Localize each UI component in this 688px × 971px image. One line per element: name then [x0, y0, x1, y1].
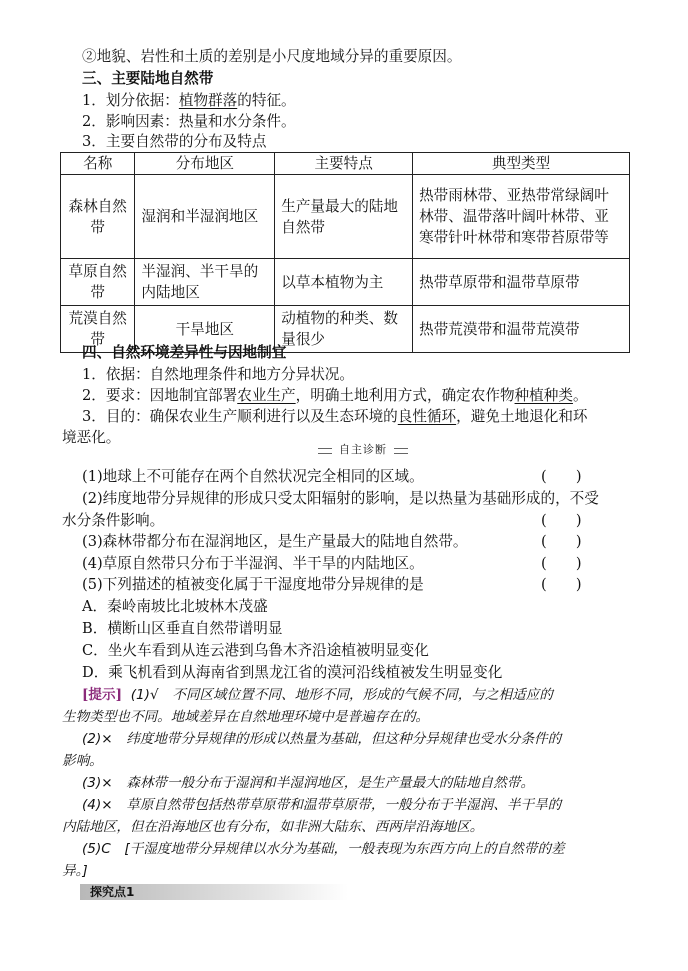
tip-3: (3)× 森林带一般分布于湿润和半湿润地区，是生产量最大的陆地自然带。: [82, 775, 535, 791]
tip-4-line-1: (4)× 草原自然带包括热带草原带和温带草原带，一般分布于半湿润、半干旱的: [82, 797, 562, 813]
table-row: [61, 259, 630, 306]
option-d: D．乘飞机看到从海南省到黑龙江省的漠河沿线植被发生明显变化: [82, 664, 503, 681]
item-3-underline: 良性循环: [397, 408, 457, 425]
section-4-item-3-cont: 境恶化。: [62, 429, 121, 446]
question-1: (1)地球上不可能存在两个自然状况完全相同的区域。: [82, 468, 424, 485]
tip-label: [提示]: [82, 687, 123, 703]
section-4-item-1: 1．依据：自然地理条件和地方分异状况。: [82, 366, 354, 383]
section-3-item-2: 2．影响因素：热量和水分条件。: [82, 113, 296, 130]
answer-paren: ( ): [541, 576, 582, 593]
cell-name: 荒漠自然带: [61, 306, 135, 353]
tip-4-line-2: 内陆地区，但在沿海地区也有分布，如非洲大陆东、西两岸沿海地区。: [62, 819, 484, 835]
question-3: (3)森林带都分布在湿润地区，是生产量最大的陆地自然带。: [82, 533, 468, 550]
table-header-feature: 主要特点: [275, 153, 413, 175]
intro-line-1: ②地貌、岩性和土质的差别是小尺度地域分异的重要原因。: [82, 48, 462, 65]
banner-label: 自主诊断: [332, 443, 394, 457]
question-5: (5)下列描述的植被变化属于干湿度地带分异规律的是: [82, 576, 424, 593]
item-2-suffix: 。: [572, 387, 588, 404]
tip-5-line-1: (5)C [干湿度地带分异规律以水分为基础，一般表现为东西方向上的自然带的差: [82, 841, 565, 857]
cell-types: 热带雨林带、亚热带常绿阔叶林带、温带落叶阔叶林带、亚寒带针叶林带和寒带苔原带等: [413, 175, 630, 259]
cell-feature: 生产量最大的陆地自然带: [275, 175, 413, 259]
option-c: C．坐火车看到从连云港到乌鲁木齐沿途植被明显变化: [82, 642, 429, 659]
answer-paren: ( ): [541, 468, 582, 485]
answer-paren: ( ): [541, 533, 582, 550]
item-3-suffix: ，避免土地退化和环: [456, 408, 588, 425]
section-4-item-2: [82, 385, 588, 407]
section-3-item-3: 3．主要自然带的分布及特点: [82, 133, 267, 150]
question-2-line-2: 水分条件影响。: [62, 512, 165, 529]
cell-region: 半湿润、半干旱的内陆地区: [135, 259, 275, 306]
option-b: B．横断山区垂直自然带谱明显: [82, 620, 283, 637]
tip-1-line-1: [82, 684, 553, 706]
table-row: [61, 175, 630, 259]
tip-2-line-1: (2)× 纬度地带分异规律的形成以热量为基础，但这种分异规律也受水分条件的: [82, 731, 562, 747]
cell-name: 草原自然带: [61, 259, 135, 306]
explore-label: 探究点1: [90, 885, 135, 899]
table-header-name: 名称: [61, 153, 135, 175]
cell-types: 热带草原带和温带草原带: [413, 259, 630, 306]
self-diagnosis-banner: [318, 443, 408, 457]
item-2-underline-1: 农业生产: [237, 387, 296, 404]
item-1-suffix: 的特征。: [237, 92, 296, 109]
explore-point-banner: [80, 884, 348, 900]
option-a: A．秦岭南坡比北坡林木茂盛: [82, 598, 268, 615]
tip-1-line-2: 生物类型也不同。地域差异在自然地理环境中是普遍存在的。: [62, 709, 430, 725]
cell-name: 森林自然带: [61, 175, 135, 259]
cell-feature: 以草本植物为主: [275, 259, 413, 306]
answer-paren: ( ): [541, 512, 582, 529]
item-3-prefix: 3．目的：确保农业生产顺利进行以及生态环境的: [82, 408, 398, 425]
item-1-value: 植物群落: [178, 92, 238, 109]
table-header-region: 分布地区: [135, 153, 275, 175]
natural-zone-table: [60, 152, 630, 353]
section-3-title: 三、主要陆地自然带: [82, 70, 214, 87]
tip-1a: (1)√ 不同区域位置不同、地形不同，形成的气候不同，与之相适应的: [130, 687, 553, 703]
tip-2-line-2: 影响。: [62, 753, 103, 769]
table-header-row: [61, 153, 630, 175]
table-header-types: 典型类型: [413, 153, 630, 175]
section-4-item-3: [82, 406, 588, 428]
item-2-prefix: 2．要求：因地制宜部署: [82, 387, 238, 404]
cell-region: 干旱地区: [135, 306, 275, 353]
section-4-title: 四、自然环境差异性与因地制宜: [82, 344, 287, 361]
answer-paren: ( ): [541, 555, 582, 572]
cell-feature: 动植物的种类、数量很少: [275, 306, 413, 353]
item-2-mid: ，明确土地利用方式，确定农作物: [295, 387, 515, 404]
item-1-prefix: 1．划分依据：: [82, 92, 179, 109]
item-2-underline-2: 种植种类: [514, 387, 573, 404]
question-4: (4)草原自然带只分布于半湿润、半干旱的内陆地区。: [82, 555, 424, 572]
tip-5-line-2: 异。]: [62, 863, 88, 879]
cell-region: 湿润和半湿润地区: [135, 175, 275, 259]
section-3-item-1: [82, 90, 296, 112]
cell-types: 热带荒漠带和温带荒漠带: [413, 306, 630, 353]
question-2-line-1: (2)纬度地带分异规律的形成只受太阳辐射的影响，是以热量为基础形成的，不受: [82, 490, 599, 507]
